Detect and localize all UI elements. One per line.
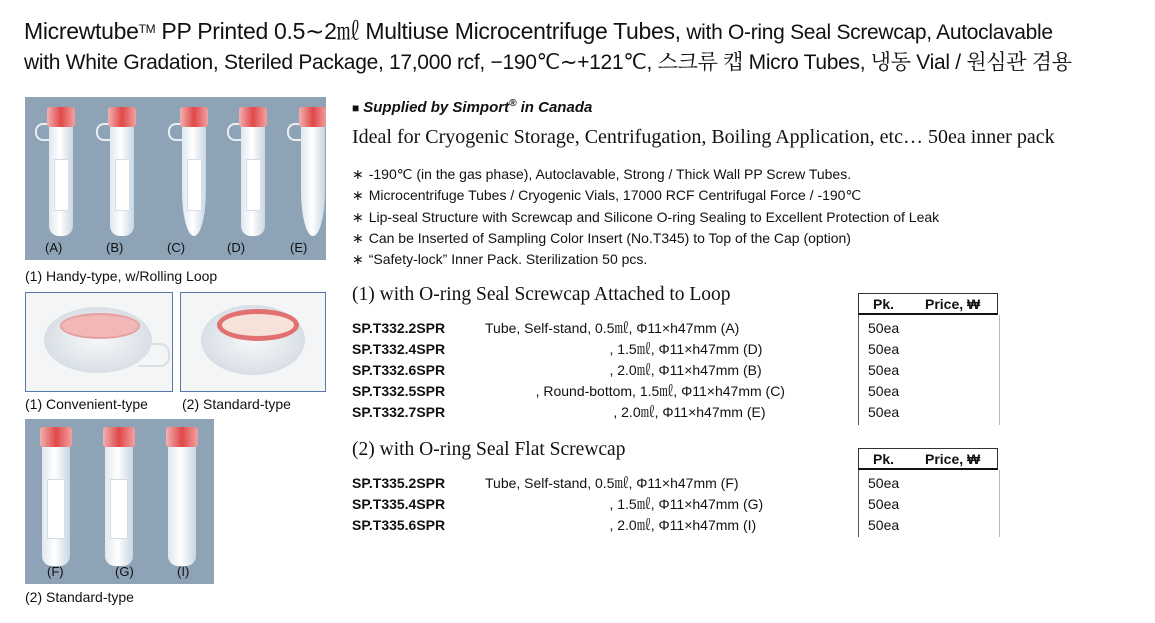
convenient-type-cap-photo xyxy=(25,292,173,392)
feature-item: ∗ -190℃ (in the gas phase), Autoclavable, Strong / Thick Wall PP Screw Tubes. xyxy=(352,164,939,185)
tube-label: (E) xyxy=(290,240,308,255)
pack-size: 50ea xyxy=(868,517,900,533)
feature-item: ∗ Lip-seal Structure with Screwcap and Silicone O-ring Sealing to Excellent Protection of Leak xyxy=(352,207,939,228)
tube-e-image xyxy=(301,111,325,236)
page-title xyxy=(24,16,1149,78)
square-bullet-icon: ■ xyxy=(352,101,360,115)
tube-c-image xyxy=(182,111,206,236)
pk-column-header: Pk. xyxy=(873,451,895,467)
section-2-title: (2) with O-ring Seal Flat Screwcap xyxy=(352,439,626,460)
feature-item: ∗ Can be Inserted of Sampling Color Insert (No.T345) to Top of the Cap (option) xyxy=(352,228,939,249)
product-description: , 1.5㎖, Φ11×h47mm (D) xyxy=(485,341,763,357)
pack-size: 50ea xyxy=(868,362,900,378)
product-description: Tube, Self-stand, 0.5㎖, Φ11×h47mm (F) xyxy=(485,475,739,491)
section-1-title: (1) with O-ring Seal Screwcap Attached to Loop xyxy=(352,284,731,305)
standard-type-tubes-photo xyxy=(25,419,214,584)
section-2-table-header xyxy=(858,448,998,470)
title-line-1: Micrewtube™ PP Printed 0.5∼2㎖ Multiuse Microcentrifuge Tubes, with O-ring Seal Screwcap, Autoclavable xyxy=(24,18,1053,44)
tube-label: (F) xyxy=(47,564,64,579)
product-code: SP.T332.6SPR xyxy=(352,362,446,378)
pack-size: 50ea xyxy=(868,383,900,399)
product-description: , 1.5㎖, Φ11×h47mm (G) xyxy=(485,496,764,512)
pack-size: 50ea xyxy=(868,496,900,512)
tube-g-image xyxy=(105,431,133,566)
product-description: , 2.0㎖, Φ11×h47mm (E) xyxy=(485,404,766,420)
pack-size: 50ea xyxy=(868,341,900,357)
standard-type-cap-photo xyxy=(180,292,326,392)
product-description: , 2.0㎖, Φ11×h47mm (I) xyxy=(485,517,757,533)
convenient-type-caption: (1) Convenient-type xyxy=(25,396,148,412)
product-code: SP.T332.4SPR xyxy=(352,341,446,357)
tube-b-image xyxy=(110,111,134,236)
feature-item: ∗ Microcentrifuge Tubes / Cryogenic Vials, 17000 RCF Centrifugal Force / -190℃ xyxy=(352,185,939,206)
price-column-header: Price, ₩ xyxy=(925,296,981,312)
supplier-line: ■ Supplied by Simport® in Canada xyxy=(352,98,593,116)
tube-d-image xyxy=(241,111,265,236)
tube-f-image xyxy=(42,431,70,566)
tube-label: (I) xyxy=(177,564,190,579)
product-code: SP.T335.4SPR xyxy=(352,496,446,512)
tube-label: (C) xyxy=(167,240,186,255)
product-description: Tube, Self-stand, 0.5㎖, Φ11×h47mm (A) xyxy=(485,320,740,336)
product-description: , Round-bottom, 1.5㎖, Φ11×h47mm (C) xyxy=(485,383,785,399)
tube-a-image xyxy=(49,111,73,236)
product-code: SP.T335.6SPR xyxy=(352,517,446,533)
standard-type-caption: (2) Standard-type xyxy=(25,589,134,605)
pack-size: 50ea xyxy=(868,320,900,336)
pack-size: 50ea xyxy=(868,475,900,491)
price-column-header: Price, ₩ xyxy=(925,451,981,467)
title-line-2: with White Gradation, Steriled Package, 17,000 rcf, −190℃∼+121℃, 스크류 캡 Micro Tubes, 냉동 Vial / 원심관 겸용 xyxy=(24,51,1072,74)
product-description: , 2.0㎖, Φ11×h47mm (B) xyxy=(485,362,762,378)
feature-item: ∗ “Safety-lock” Inner Pack. Sterilization 50 pcs. xyxy=(352,249,939,270)
pack-size: 50ea xyxy=(868,404,900,420)
tube-i-image xyxy=(168,431,196,566)
pk-column-header: Pk. xyxy=(873,296,895,312)
section-1-table-header xyxy=(858,293,998,315)
tube-label: (B) xyxy=(106,240,124,255)
feature-list xyxy=(352,164,939,270)
product-code: SP.T332.7SPR xyxy=(352,404,446,420)
product-code: SP.T335.2SPR xyxy=(352,475,446,491)
tube-label: (G) xyxy=(115,564,134,579)
standard-type-cap-caption: (2) Standard-type xyxy=(182,396,291,412)
ideal-for-line: Ideal for Cryogenic Storage, Centrifugation, Boiling Application, etc… 50ea inner pack xyxy=(352,126,1055,148)
product-code: SP.T332.5SPR xyxy=(352,383,446,399)
handy-type-caption: (1) Handy-type, w/Rolling Loop xyxy=(25,268,218,284)
product-code: SP.T332.2SPR xyxy=(352,320,446,336)
handy-type-tubes-photo xyxy=(25,97,326,260)
tube-label: (D) xyxy=(227,240,246,255)
tube-label: (A) xyxy=(45,240,63,255)
